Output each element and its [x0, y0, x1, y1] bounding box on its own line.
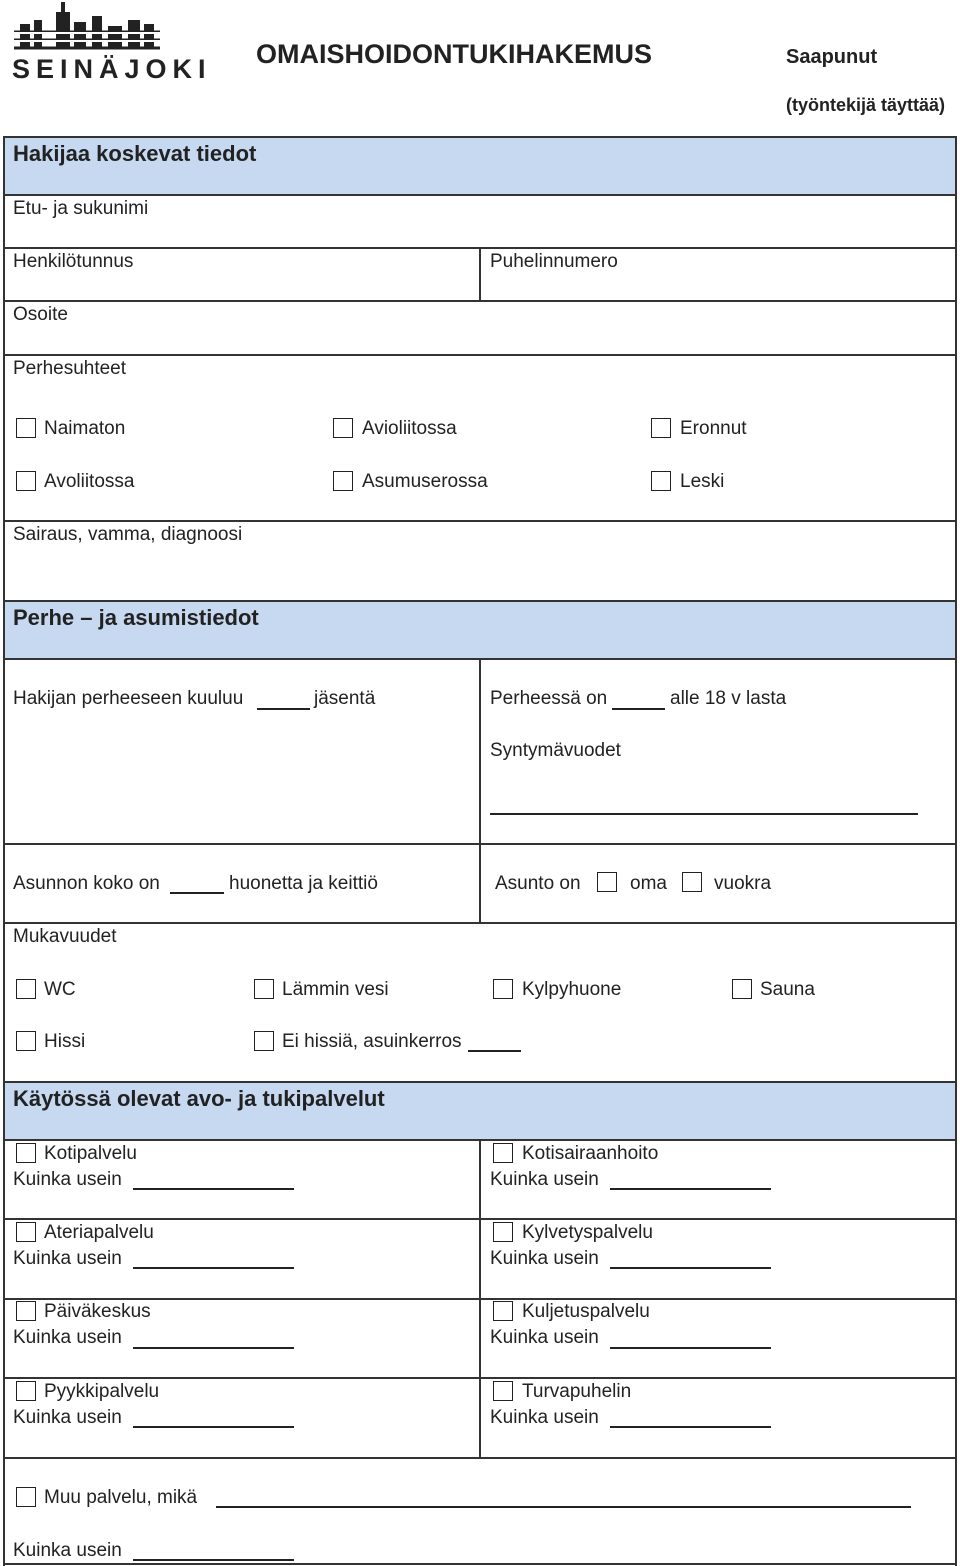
service-name: Kuljetuspalvelu: [522, 1301, 650, 1322]
tenure-own-checkbox[interactable]: [597, 872, 617, 892]
amenity-checkbox[interactable]: [254, 979, 274, 999]
column-divider: [479, 658, 481, 923]
form-border-right: [955, 137, 957, 1566]
family-status-option: Avioliitossa: [362, 418, 457, 439]
city-skyline-icon: [12, 2, 162, 54]
family-status-option: Asumuserossa: [362, 471, 488, 492]
family-section-title: Perhe – ja asumistiedot: [13, 605, 259, 630]
service-name: Kylvetyspalvelu: [522, 1222, 653, 1243]
row-divider: [3, 354, 957, 356]
service-checkbox[interactable]: [16, 1222, 36, 1242]
amenity-checkbox[interactable]: [493, 979, 513, 999]
children-suffix: alle 18 v lasta: [670, 688, 787, 709]
amenity-checkbox[interactable]: [732, 979, 752, 999]
service-name: Päiväkeskus: [44, 1301, 151, 1322]
family-status-checkbox[interactable]: [333, 418, 353, 438]
service-name: Ateriapalvelu: [44, 1222, 154, 1243]
tenure-rent-checkbox[interactable]: [682, 872, 702, 892]
frequency-blank[interactable]: [610, 1267, 771, 1269]
amenity-option: Ei hissiä, asuinkerros: [282, 1031, 462, 1052]
members-count-blank[interactable]: [257, 708, 310, 710]
amenity-option: Sauna: [760, 979, 815, 1000]
members-prefix: Hakijan perheeseen kuuluu: [13, 688, 244, 709]
frequency-blank[interactable]: [133, 1188, 294, 1190]
amenity-option: Kylpyhuone: [522, 979, 622, 1000]
received-note: (työntekijä täyttää): [786, 95, 946, 115]
received-label: Saapunut: [786, 46, 878, 68]
applicant-section-title: Hakijaa koskevat tiedot: [13, 141, 257, 166]
amenity-option: WC: [44, 979, 76, 1000]
members-suffix: jäsentä: [314, 688, 376, 709]
family-status-label: Perhesuhteet: [13, 358, 127, 379]
service-checkbox[interactable]: [493, 1301, 513, 1321]
amenities-label: Mukavuudet: [13, 926, 117, 947]
size-prefix: Asunnon koko on: [13, 873, 160, 894]
service-checkbox[interactable]: [493, 1222, 513, 1242]
frequency-blank[interactable]: [133, 1347, 294, 1349]
frequency-blank[interactable]: [133, 1559, 294, 1561]
family-status-checkbox[interactable]: [333, 471, 353, 491]
floor-number-blank[interactable]: [468, 1050, 521, 1052]
family-status-option: Naimaton: [44, 418, 126, 439]
family-status-option: Leski: [680, 471, 725, 492]
frequency-label: Kuinka usein: [13, 1327, 122, 1348]
logo-wordmark: SEINÄJOKI: [12, 54, 212, 84]
frequency-label: Kuinka usein: [490, 1248, 599, 1269]
amenity-checkbox[interactable]: [254, 1031, 274, 1051]
service-name: Kotipalvelu: [44, 1143, 137, 1164]
column-divider: [479, 1139, 481, 1458]
row-divider: [3, 1563, 957, 1565]
frequency-label: Kuinka usein: [13, 1407, 122, 1428]
service-name: Turvapuhelin: [522, 1381, 632, 1402]
family-status-checkbox[interactable]: [651, 471, 671, 491]
amenity-option: Hissi: [44, 1031, 86, 1052]
children-count-blank[interactable]: [612, 708, 665, 710]
tenure-option: oma: [630, 873, 667, 894]
service-name: Pyykkipalvelu: [44, 1381, 160, 1402]
frequency-label: Kuinka usein: [490, 1169, 599, 1190]
family-status-checkbox[interactable]: [16, 471, 36, 491]
frequency-blank[interactable]: [610, 1426, 771, 1428]
ssn-label: Henkilötunnus: [13, 251, 134, 272]
frequency-blank[interactable]: [610, 1347, 771, 1349]
service-checkbox[interactable]: [16, 1143, 36, 1163]
address-label: Osoite: [13, 304, 68, 325]
name-label: Etu- ja sukunimi: [13, 198, 149, 219]
amenity-checkbox[interactable]: [16, 979, 36, 999]
illness-label: Sairaus, vamma, diagnoosi: [13, 524, 243, 545]
family-status-option: Eronnut: [680, 418, 747, 439]
row-divider: [3, 600, 957, 602]
birth-years-label: Syntymävuodet: [490, 740, 621, 761]
services-section-title: Käytössä olevat avo- ja tukipalvelut: [13, 1086, 385, 1111]
frequency-label: Kuinka usein: [490, 1327, 599, 1348]
frequency-label: Kuinka usein: [13, 1169, 122, 1190]
tenure-label: Asunto on: [495, 873, 581, 894]
frequency-blank[interactable]: [133, 1267, 294, 1269]
seinajoki-logo: [12, 2, 212, 84]
tenure-option: vuokra: [714, 873, 772, 894]
service-checkbox[interactable]: [16, 1301, 36, 1321]
family-status-checkbox[interactable]: [651, 418, 671, 438]
family-status-checkbox[interactable]: [16, 418, 36, 438]
phone-label: Puhelinnumero: [490, 251, 618, 272]
other-service-label: Muu palvelu, mikä: [44, 1487, 198, 1508]
frequency-blank[interactable]: [133, 1426, 294, 1428]
size-suffix: huonetta ja keittiö: [229, 873, 378, 894]
service-name: Kotisairaanhoito: [522, 1143, 659, 1164]
service-checkbox[interactable]: [493, 1143, 513, 1163]
row-divider: [3, 136, 957, 138]
amenity-option: Lämmin vesi: [282, 979, 389, 1000]
children-prefix: Perheessä on: [490, 688, 608, 709]
service-checkbox[interactable]: [16, 1381, 36, 1401]
frequency-blank[interactable]: [610, 1188, 771, 1190]
frequency-label: Kuinka usein: [490, 1407, 599, 1428]
frequency-label: Kuinka usein: [13, 1540, 122, 1561]
other-service-blank[interactable]: [216, 1506, 911, 1508]
birth-years-blank[interactable]: [490, 813, 918, 815]
row-divider: [3, 1081, 957, 1083]
frequency-label: Kuinka usein: [13, 1248, 122, 1269]
other-service-checkbox[interactable]: [16, 1487, 36, 1507]
room-count-blank[interactable]: [170, 892, 224, 894]
address-field[interactable]: [4, 302, 955, 354]
amenity-checkbox[interactable]: [16, 1031, 36, 1051]
family-status-option: Avoliitossa: [44, 471, 135, 492]
form-title: OMAISHOIDONTUKIHAKEMUS: [256, 39, 652, 69]
service-checkbox[interactable]: [493, 1381, 513, 1401]
